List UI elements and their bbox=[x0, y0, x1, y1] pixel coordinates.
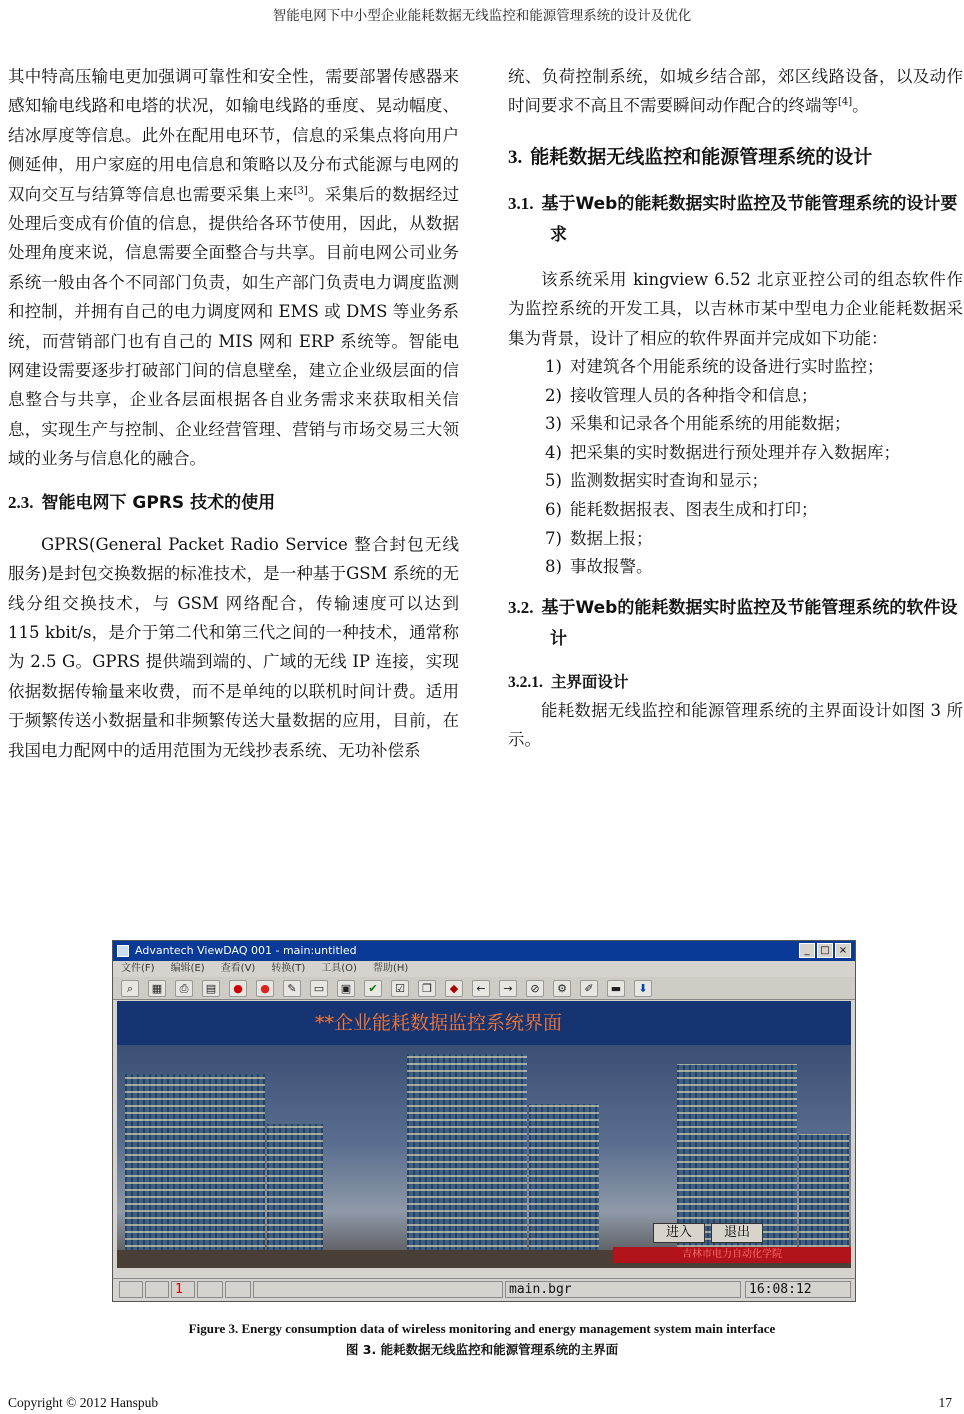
download-icon[interactable]: ⬇ bbox=[634, 980, 652, 997]
building bbox=[529, 1104, 599, 1254]
function-list bbox=[508, 353, 963, 582]
window-controls bbox=[799, 943, 851, 958]
pen-icon[interactable]: ✎ bbox=[283, 980, 301, 997]
toolbar bbox=[113, 977, 855, 1000]
right-column bbox=[508, 62, 963, 755]
paragraph-design-requirements: 该系统采用 kingview 6.52 北京亚控公司的组态软件作为监控系统的开发工具，以吉林市某中型电力企业能耗数据采集为背景，设计了相应的软件界面并完成如下功能： bbox=[508, 269, 963, 348]
arrow-left-icon[interactable]: ← bbox=[472, 980, 490, 997]
status-count: 1 bbox=[171, 1281, 195, 1298]
menu-bar bbox=[113, 961, 855, 977]
folder-icon[interactable]: ▭ bbox=[310, 980, 328, 997]
section-heading-3-1: 3.1. 基于Web的能耗数据实时监控及节能管理系统的设计要求 bbox=[508, 193, 958, 245]
arrow-right-icon[interactable]: → bbox=[499, 980, 517, 997]
menu-tools[interactable]: 工具(O) bbox=[321, 963, 357, 974]
device-icon[interactable]: ▣ bbox=[337, 980, 355, 997]
app-icon bbox=[117, 945, 129, 957]
list-item: 1) 对建筑各个用能系统的设备进行实时监控； bbox=[545, 357, 884, 377]
status-cell bbox=[119, 1281, 143, 1298]
building bbox=[267, 1124, 323, 1254]
document-icon[interactable]: ▬ bbox=[607, 980, 625, 997]
alarm-icon[interactable]: ● bbox=[256, 980, 274, 997]
status-time: 16:08:12 bbox=[745, 1281, 851, 1298]
menu-edit[interactable]: 编辑(E) bbox=[170, 963, 205, 974]
status-cell bbox=[145, 1281, 169, 1298]
list-item: 2) 接收管理人员的各种指令和信息； bbox=[545, 385, 818, 405]
status-bar bbox=[113, 1278, 855, 1301]
left-column bbox=[8, 62, 459, 765]
print-icon[interactable]: ⎙ bbox=[175, 980, 193, 997]
section-heading-3: 3. 能耗数据无线监控和能源管理系统的设计 bbox=[508, 145, 873, 168]
search-icon[interactable]: ⌕ bbox=[121, 980, 139, 997]
citation: [3] bbox=[293, 185, 308, 197]
banner-title: **企业能耗数据监控系统界面 bbox=[117, 1001, 851, 1045]
section-heading-3-2-1: 3.2.1. 主界面设计 bbox=[508, 672, 629, 691]
enter-button[interactable]: 进入 bbox=[653, 1223, 705, 1243]
citation: [4] bbox=[838, 96, 853, 108]
record-icon[interactable]: ● bbox=[229, 980, 247, 997]
paragraph-continuation: 统、负荷控制系统，如城乡结合部，郊区线路设备，以及动作时间要求不高且不需要瞬间动作配合的终端等[4]。 bbox=[508, 67, 963, 116]
status-cell bbox=[225, 1281, 251, 1298]
copyright: Copyright © 2012 Hanspub bbox=[8, 1395, 159, 1410]
paragraph-main-interface: 能耗数据无线监控和能源管理系统的主界面设计如图 3 所示。 bbox=[508, 700, 963, 750]
minimize-icon[interactable]: _ bbox=[799, 943, 815, 958]
window-titlebar bbox=[113, 941, 855, 961]
paragraph-gprs: GPRS(General Packet Radio Service 整合封包无线服务)是封包交换数据的标准技术，是一种基于GSM 系统的无线分组交换技术，与 GSM 网络配合，传输速度可以达到 115 kbit/s，是介于第二代和第三代之间的一种技术，通常称为 2.5 G。GPRS 提供端到端的、广域的无线 IP 连接，实现依据数据传输量来收费，而不是单纯的以联机时间计费。适用于频繁传送小数据量和非频繁传送大量数据的应用，目前，在我国电力配网中的适用范围为无线抄表系统、无功补偿系 bbox=[8, 534, 459, 760]
settings-icon[interactable]: ⚙ bbox=[553, 980, 571, 997]
menu-help[interactable]: 帮助(H) bbox=[372, 963, 409, 974]
figure-screenshot bbox=[112, 940, 856, 1302]
exit-button[interactable]: 退出 bbox=[711, 1223, 763, 1243]
menu-convert[interactable]: 转换(T) bbox=[271, 963, 306, 974]
page-number: 17 bbox=[938, 1395, 952, 1410]
status-cell bbox=[197, 1281, 223, 1298]
list-item: 5) 监测数据实时查询和显示； bbox=[545, 471, 768, 491]
menu-view[interactable]: 查看(V) bbox=[220, 963, 256, 974]
edit-icon[interactable]: ✐ bbox=[580, 980, 598, 997]
status-cell bbox=[253, 1281, 503, 1298]
list-item: 7) 数据上报； bbox=[545, 528, 653, 548]
building bbox=[125, 1074, 265, 1254]
chart-icon[interactable]: ▤ bbox=[202, 980, 220, 997]
building bbox=[407, 1054, 527, 1254]
section-heading-3-2: 3.2. 基于Web的能耗数据实时监控及节能管理系统的软件设计 bbox=[508, 597, 958, 649]
list-item: 6) 能耗数据报表、图表生成和打印； bbox=[545, 500, 818, 519]
list-item: 8) 事故报警。 bbox=[545, 557, 653, 577]
figure-caption-en: Figure 3. Energy consumption data of wireless monitoring and energy management system main interface bbox=[188, 1321, 776, 1336]
section-heading-2-3: 2.3. 智能电网下 GPRS 技术的使用 bbox=[8, 492, 276, 513]
paragraph-grid-info: 其中特高压输电更加强调可靠性和安全性，需要部署传感器来感知输电线路和电塔的状况，如输电线路的垂度、晃动幅度、结冰厚度等信息。此外在配用电环节，信息的采集点将向用户侧延伸，用户家庭的用电信息和策略以及分布式能源与电网的双向交互与结算等信息也需要采集上来[3]。采集后的数据经过处理后变成有价值的信息，提供给各环节使用，因此，从数据处理角度来说，信息需要全面整合与共享。目前电网公司业务系统一般由各个不同部门负责，如生产部门负责电力调度监测和控制，并拥有自己的电力调度网和 EMS 或 DMS 等业务系统，而营销部门也有自己的 MIS 网和 ERP 系统等。智能电网建设需要逐步打破部门间的信息壁垒，建立企业级层面的信息整合与共享，企业各层面根据各自业务需求来获取相关信息，实现生产与控制、企业经营管理、营销与市场交易三大领域的业务与信息化的融合。 bbox=[8, 67, 460, 469]
status-file: main.bgr bbox=[505, 1281, 741, 1298]
menu-file[interactable]: 文件(F) bbox=[121, 963, 155, 974]
scrolling-banner: 吉林市电力自动化学院 bbox=[613, 1247, 851, 1263]
connect-icon[interactable]: ⊘ bbox=[526, 980, 544, 997]
building bbox=[799, 1134, 849, 1254]
check-icon[interactable]: ✔ bbox=[364, 980, 382, 997]
close-icon[interactable]: × bbox=[835, 943, 851, 958]
checklist-icon[interactable]: ☑ bbox=[391, 980, 409, 997]
grid-icon[interactable]: ▦ bbox=[148, 980, 166, 997]
maximize-icon[interactable]: □ bbox=[817, 943, 833, 958]
window-title: Advantech ViewDAQ 001 - main:untitled bbox=[135, 944, 357, 957]
running-head: 智能电网下中小型企业能耗数据无线监控和能源管理系统的设计及优化 bbox=[272, 8, 692, 24]
list-item: 4) 把采集的实时数据进行预处理并存入数据库； bbox=[545, 442, 900, 462]
signal-icon[interactable]: ◆ bbox=[445, 980, 463, 997]
copy-icon[interactable]: ❐ bbox=[418, 980, 436, 997]
list-item: 3) 采集和记录各个用能系统的用能数据； bbox=[545, 414, 851, 434]
figure-caption-zh: 图 3. 能耗数据无线监控和能源管理系统的主界面 bbox=[345, 1342, 619, 1357]
